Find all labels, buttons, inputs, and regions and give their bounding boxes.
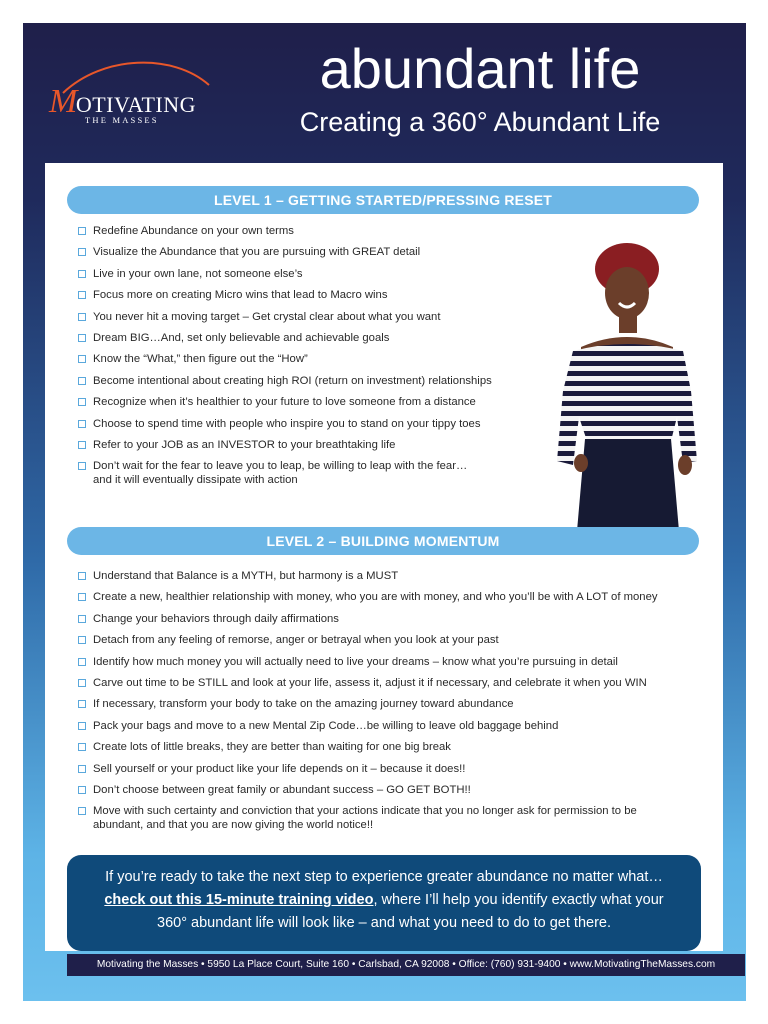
training-video-link[interactable]: check out this 15-minute training video <box>104 892 374 908</box>
cta-line3: 360° abundant life will look like – and what you need to do to get there. <box>157 915 611 931</box>
checkbox-icon <box>78 313 86 321</box>
list-item <box>78 374 492 388</box>
checkbox-icon <box>78 377 86 385</box>
logo-initial: M <box>49 83 78 120</box>
list-item-text: Move with such certainty and conviction that your actions indicate that you no longer ask for permission to be <box>93 805 637 818</box>
list-item-text-continued: abundant, and that you are now giving the world notice!! <box>93 819 374 832</box>
list-item <box>78 459 492 487</box>
list-item <box>78 352 492 366</box>
checkbox-icon <box>78 420 86 428</box>
logo <box>43 59 213 129</box>
checkbox-icon <box>78 227 86 235</box>
list-item-text: Focus more on creating Micro wins that lead to Macro wins <box>93 289 388 302</box>
list-item <box>78 762 658 776</box>
list-item-text: Visualize the Abundance that you are pursuing with GREAT detail <box>93 246 421 259</box>
checkbox-icon <box>78 722 86 730</box>
list-item <box>78 590 658 604</box>
cta-line2 <box>67 889 701 912</box>
list-item-text: If necessary, transform your body to take on the amazing journey toward abundance <box>93 698 514 711</box>
checkbox-icon <box>78 441 86 449</box>
checkbox-icon <box>78 636 86 644</box>
page-title: abundant life <box>319 37 641 100</box>
level2-list <box>78 569 658 840</box>
level1-heading: LEVEL 1 – GETTING STARTED/PRESSING RESET <box>67 186 699 214</box>
list-item <box>78 633 658 647</box>
checkbox-icon <box>78 679 86 687</box>
list-item-text: Recognize when it’s healthier to your future to love someone from a distance <box>93 396 476 409</box>
page-frame <box>23 23 746 1001</box>
logo-word-rest: OTIVATING <box>75 92 197 117</box>
list-item-text: Choose to spend time with people who inspire you to stand on your tippy toes <box>93 417 481 430</box>
level2-heading: LEVEL 2 – BUILDING MOMENTUM <box>67 527 699 555</box>
list-item <box>78 569 658 583</box>
page-subtitle: Creating a 360° Abundant Life <box>299 107 661 137</box>
list-item-text: Create a new, healthier relationship with money, who you are with money, and who you’ll be with A LOT of money <box>93 591 658 604</box>
cta-line2-rest: , where I’ll help you identify exactly what your <box>373 892 664 908</box>
list-item-text: Detach from any feeling of remorse, anger or betrayal when you look at your past <box>93 634 499 647</box>
list-item <box>78 740 658 754</box>
list-item <box>78 310 492 324</box>
list-item-text-continued: and it will eventually dissipate with action <box>93 474 298 487</box>
cta-line1: If you’re ready to take the next step to experience greater abundance no matter what… <box>105 869 663 885</box>
list-item <box>78 245 492 259</box>
logo-subtitle: THE MASSES <box>85 115 159 125</box>
cta-box <box>67 855 701 951</box>
list-item <box>78 395 492 409</box>
list-item <box>78 804 658 832</box>
checkbox-icon <box>78 355 86 363</box>
header <box>23 23 746 163</box>
list-item <box>78 267 492 281</box>
list-item-text: You never hit a moving target – Get crystal clear about what you want <box>93 310 441 323</box>
list-item-text: Don’t wait for the fear to leave you to leap, be willing to leap with the fear… <box>93 460 468 473</box>
speaker-photo <box>523 241 703 531</box>
list-item-text: Understand that Balance is a MYTH, but harmony is a MUST <box>93 570 399 582</box>
list-item-text: Live in your own lane, not someone else’s <box>93 267 303 280</box>
checkbox-icon <box>78 765 86 773</box>
list-item-text: Know the “What,” then figure out the “How” <box>93 353 308 366</box>
checkbox-icon <box>78 786 86 794</box>
footer: Motivating the Masses • 5950 La Place Court, Suite 160 • Carlsbad, CA 92008 • Office: (760) 931-9400 • www.MotivatingTheMasses.com <box>67 954 745 976</box>
list-item <box>78 612 658 626</box>
list-item <box>78 417 492 431</box>
checkbox-icon <box>78 291 86 299</box>
checkbox-icon <box>78 462 86 470</box>
checkbox-icon <box>78 248 86 256</box>
list-item-text: Dream BIG…And, set only believable and achievable goals <box>93 331 390 344</box>
checkbox-icon <box>78 398 86 406</box>
list-item-text: Create lots of little breaks, they are better than waiting for one big break <box>93 741 451 754</box>
checkbox-icon <box>78 615 86 623</box>
list-item-text: Refer to your JOB as an INVESTOR to your breathtaking life <box>93 438 396 451</box>
list-item-text: Sell yourself or your product like your life depends on it – because it does!! <box>93 762 466 775</box>
list-item <box>78 719 658 733</box>
list-item <box>78 224 492 238</box>
checkbox-icon <box>78 700 86 708</box>
list-item <box>78 676 658 690</box>
list-item <box>78 697 658 711</box>
list-item-text: Pack your bags and move to a new Mental Zip Code…be willing to leave old baggage behind <box>93 719 559 732</box>
list-item <box>78 783 658 797</box>
checkbox-icon <box>78 743 86 751</box>
list-item-text: Don’t choose between great family or abundant success – GO GET BOTH!! <box>93 783 471 796</box>
list-item-text: Redefine Abundance on your own terms <box>93 225 294 237</box>
checkbox-icon <box>78 593 86 601</box>
list-item <box>78 655 658 669</box>
list-item-text: Carve out time to be STILL and look at your life, assess it, adjust it if necessary, and celebrate it when you WIN <box>93 676 647 689</box>
checkbox-icon <box>78 807 86 815</box>
content-card <box>45 163 723 970</box>
checkbox-icon <box>78 334 86 342</box>
list-item-text: Become intentional about creating high ROI (return on investment) relationships <box>93 374 492 387</box>
checkbox-icon <box>78 270 86 278</box>
list-item <box>78 331 492 345</box>
checkbox-icon <box>78 658 86 666</box>
level1-list <box>78 224 492 495</box>
list-item <box>78 438 492 452</box>
list-item-text: Change your behaviors through daily affirmations <box>93 612 339 625</box>
list-item <box>78 288 492 302</box>
list-item-text: Identify how much money you will actually need to live your dreams – know what you’re pursuing in detail <box>93 655 618 668</box>
checkbox-icon <box>78 572 86 580</box>
